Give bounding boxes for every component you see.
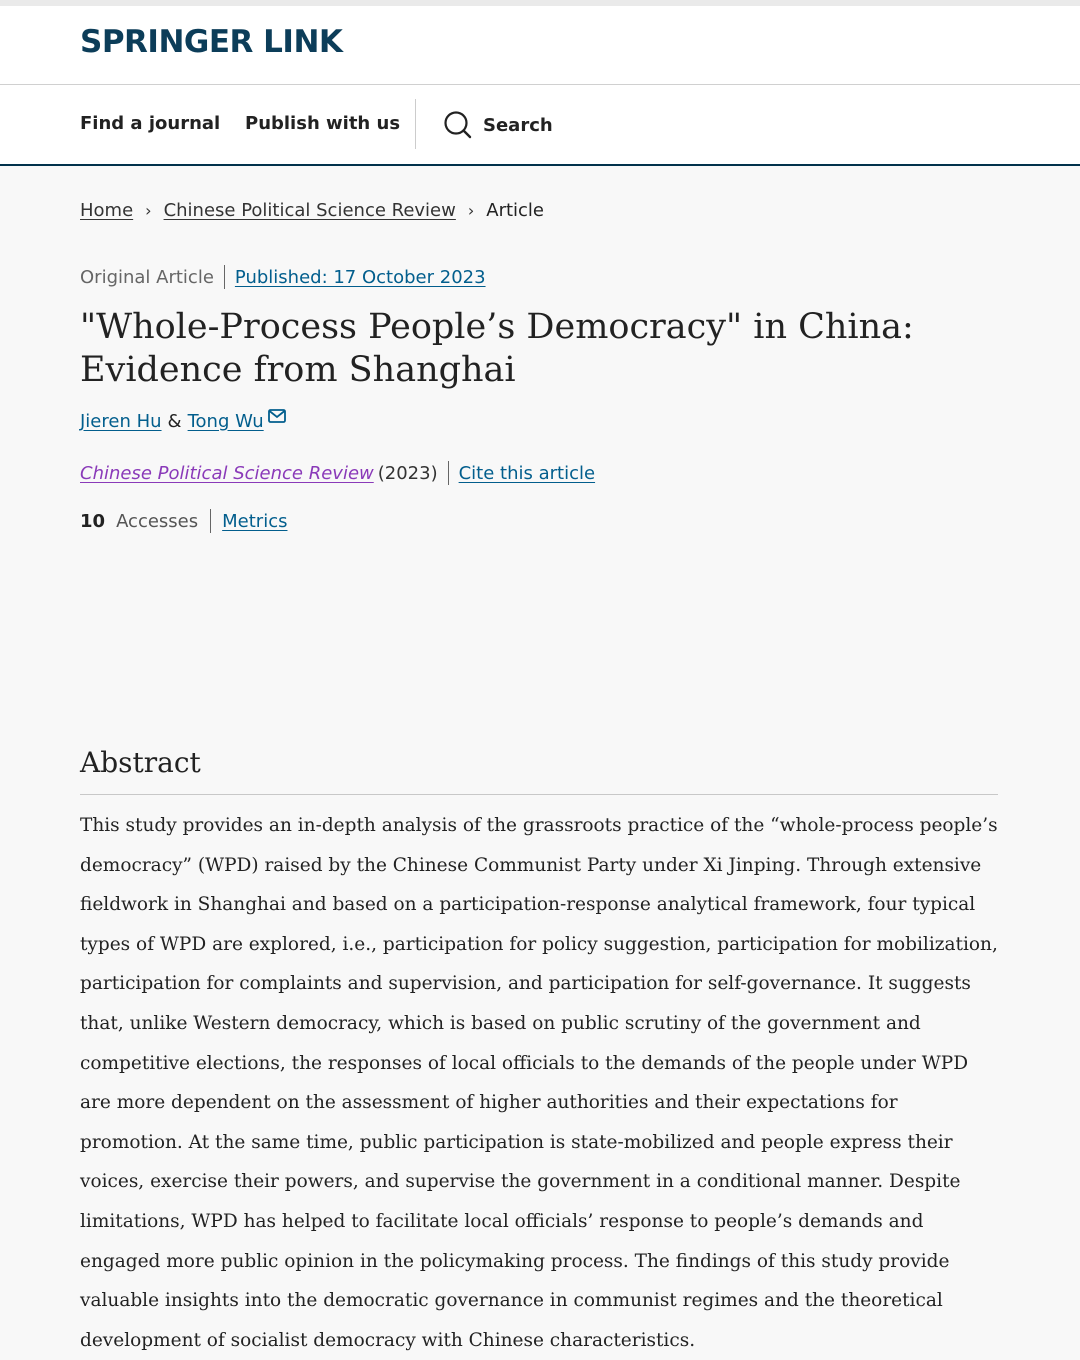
springer-link-logo[interactable]: SPRINGER LINK <box>80 24 343 60</box>
published-date-link[interactable]: Published: 17 October 2023 <box>234 266 486 288</box>
nav-divider <box>415 99 416 149</box>
site-header <box>0 6 1080 85</box>
breadcrumb-separator: › <box>145 201 152 220</box>
access-metrics <box>80 509 287 533</box>
article-title: "Whole-Process People’s Democracy" in China: Evidence from Shanghai <box>80 307 914 390</box>
abstract-heading: Abstract <box>80 746 201 779</box>
author-list <box>80 411 286 432</box>
breadcrumb-home[interactable]: Home <box>80 200 134 221</box>
breadcrumb-current: Article <box>486 200 545 221</box>
abstract-rule <box>80 794 998 795</box>
nav-find-journal[interactable]: Find a journal <box>80 113 221 134</box>
accesses-label: Accesses <box>116 510 199 532</box>
mail-icon[interactable] <box>268 409 286 423</box>
journal-line <box>80 461 595 485</box>
journal-year: (2023) <box>377 462 438 484</box>
article-meta <box>80 265 486 289</box>
search-label: Search <box>483 114 553 136</box>
metrics-link[interactable]: Metrics <box>222 510 288 532</box>
article-type: Original Article <box>80 266 214 288</box>
abstract-text: This study provides an in-depth analysis of the grassroots practice of the “whole-process people’s democracy” (WPD) raised by the Chinese Communist Party under Xi Jinping. Through extensive fieldwork in Shanghai and based on a participation-response analytical framework, four typical types of WPD are explored, i.e., participation for policy suggestion, participation for mobilization, participation for complaints and supervision, and participation for self-governance. It suggests that, unlike Western democracy, which is based on public scrutiny of the government and competitive elections, the responses of local officials to the demands of the people under WPD are more dependent on the assessment of higher authorities and their expectations for promotion. At the same time, public participation is state-mobilized and people express their voices, exercise their powers, and supervise the government in a conditional manner. Despite limitations, WPD has helped to facilitate local officials’ response to people’s demands and engaged more public opinion in the policymaking process. The findings of this study provide valuable insights into the democratic governance in communist regimes and the theoretical development of socialist democracy with Chinese characteristics. <box>80 815 998 1351</box>
breadcrumb-separator: › <box>467 201 475 220</box>
author-link[interactable]: Tong Wu <box>187 411 264 432</box>
author-joiner: & <box>167 411 182 432</box>
journal-link[interactable]: Chinese Political Science Review <box>80 462 374 484</box>
nav-publish-with-us[interactable]: Publish with us <box>245 113 401 134</box>
main-nav <box>0 85 1080 166</box>
breadcrumb <box>80 200 544 221</box>
search-button[interactable] <box>443 109 553 141</box>
accesses-count: 10 <box>80 510 106 532</box>
search-icon <box>443 110 473 140</box>
cite-article-link[interactable]: Cite this article <box>458 462 596 484</box>
author-link[interactable]: Jieren Hu <box>80 411 162 432</box>
breadcrumb-journal[interactable]: Chinese Political Science Review <box>163 200 456 221</box>
